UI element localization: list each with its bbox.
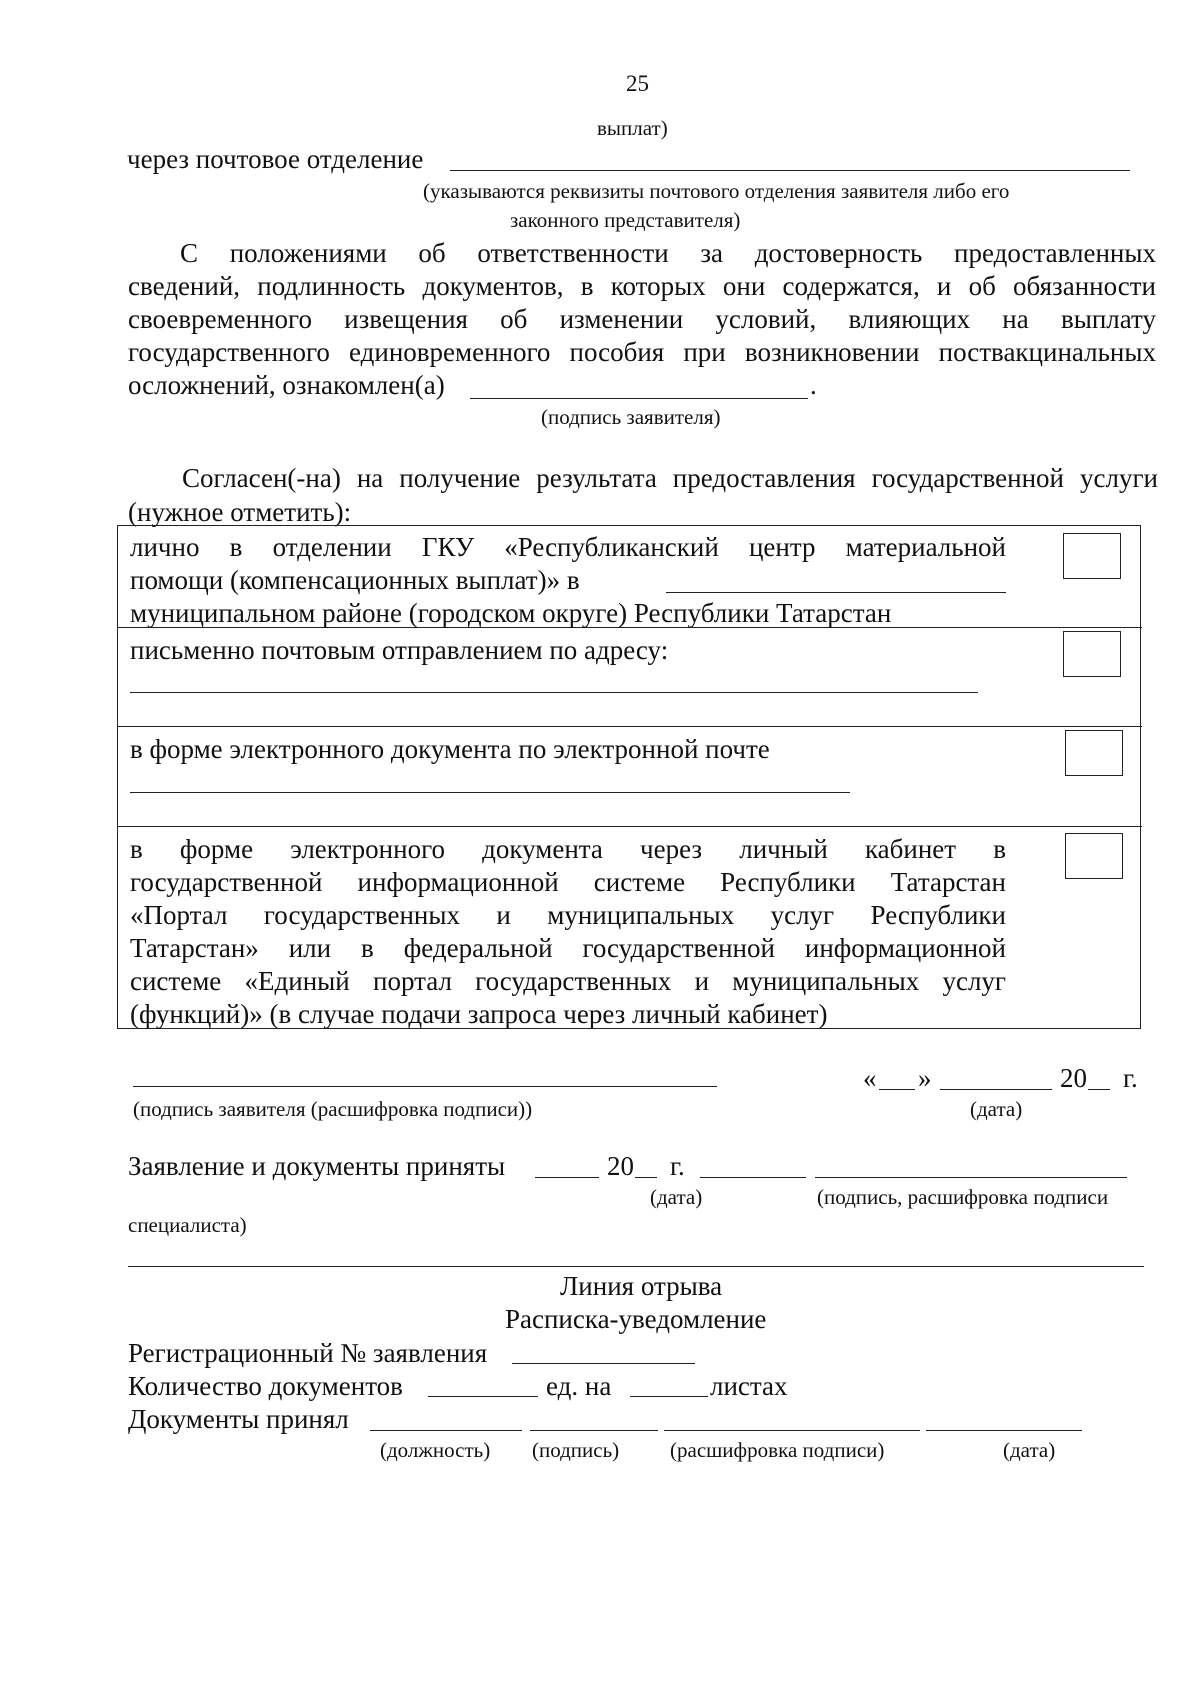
tear-line [128,1266,1144,1267]
receipt-sheets-field[interactable] [630,1396,708,1397]
applicant-day-field[interactable] [879,1089,915,1090]
responsibility-line-2: сведений, подлинность документов, в которых они содержатся, и об обязанности [128,271,1156,301]
option-cabinet-line-6: (функций)» (в случае подачи запроса через личный кабинет) [130,999,828,1029]
tear-line-label: Линия отрыва [560,1271,723,1301]
option-in-person-checkbox[interactable] [1063,533,1121,579]
receipt-docs-count-label: Количество документов [128,1371,403,1401]
option-by-email-checkbox[interactable] [1065,730,1123,776]
post-office-label: через почтовое отделение [127,144,424,174]
receipt-position-field[interactable] [370,1430,522,1431]
option-cabinet-checkbox[interactable] [1065,833,1123,879]
option-by-email-label: в форме электронного документа по электронной почте [130,734,770,764]
option-cabinet-line-4: Татарстан» или в федеральной государственной информационной [130,933,1006,963]
applicant-signature-hint: (подпись заявителя (расшифровка подписи)) [133,1097,533,1121]
accepted-signature-hint: (подпись, расшифровка подписи [817,1185,1109,1209]
receipt-signature-hint: (подпись) [532,1438,620,1462]
email-address-field[interactable] [130,792,850,793]
receipt-reg-number-field[interactable] [512,1363,695,1364]
option-cabinet-line-2: государственной информационной системе Республики Татарстан [130,867,1006,897]
date-close-quote: » [918,1063,932,1093]
receipt-date-hint: (дата) [1003,1438,1056,1462]
responsibility-last-line: осложнений, ознакомлен(а) [128,370,445,400]
option-by-mail-label: письменно почтовым отправлением по адресу: [130,635,669,665]
accepted-label: Заявление и документы приняты [128,1151,506,1181]
table-row-divider [117,826,1142,827]
consent-line-2: (нужное отметить): [128,497,352,527]
option-by-mail-checkbox[interactable] [1063,631,1121,677]
receipt-decoding-field[interactable] [664,1430,920,1431]
applicant-month-field[interactable] [940,1089,1052,1090]
option-in-person-line-2: помощи (компенсационных выплат)» в [130,565,580,595]
accepted-year-prefix: 20 [607,1151,634,1181]
post-office-field[interactable] [450,170,1130,171]
accepted-signature-field[interactable] [815,1177,1127,1178]
option-cabinet-line-3: «Портал государственных и муниципальных услуг Республики [130,900,1006,930]
consent-line-1: Согласен(-на) на получение результата предоставления государственной услуги [182,463,1158,493]
option-in-person-line-1: лично в отделении ГКУ «Республиканский центр материальной [130,532,1006,562]
receipt-reg-label: Регистрационный № заявления [128,1338,488,1368]
responsibility-line-4: государственного единовременного пособия при возникновении поствакцинальных [128,337,1156,367]
receipt-accepted-by-label: Документы принял [128,1404,349,1434]
receipt-sheets-label: листах [710,1371,788,1401]
receipt-units-label: ед. на [546,1371,612,1401]
option-cabinet-line-5: системе «Единый портал государственных и муниципальных услуг [130,966,1006,996]
accepted-year-suffix: г. [670,1151,685,1181]
applicant-year-field[interactable] [1088,1089,1110,1090]
receipt-date-field[interactable] [926,1430,1082,1431]
receipt-signature-field[interactable] [530,1430,658,1431]
post-office-hint-2: законного представителя) [510,208,741,232]
acknowledgement-signature-field[interactable] [470,398,808,399]
responsibility-line-3: своевременного извещения об изменении условий, влияющих на выплату [128,304,1156,334]
receipt-position-hint: (должность) [380,1438,491,1462]
mail-address-field[interactable] [130,692,978,693]
option-cabinet-line-1: в форме электронного документа через личный кабинет в [130,834,1006,864]
acknowledgement-signature-hint: (подпись заявителя) [541,405,721,429]
accepted-specialist: специалиста) [128,1213,247,1237]
top-fragment: выплат) [597,116,668,140]
applicant-date-hint: (дата) [970,1097,1023,1121]
receipt-title: Расписка-уведомление [505,1304,767,1334]
accepted-day-field[interactable] [535,1177,599,1178]
receipt-decoding-hint: (расшифровка подписи) [670,1438,885,1462]
date-open-quote: « [863,1063,877,1093]
applicant-year-suffix: г. [1123,1063,1138,1093]
district-field[interactable] [666,592,1006,593]
accepted-date-field[interactable] [700,1177,806,1178]
responsibility-period: . [810,370,817,400]
responsibility-line-1: С положениями об ответственности за достоверность предоставленных [180,238,1156,268]
table-row-divider [117,726,1142,727]
accepted-date-hint: (дата) [650,1185,703,1209]
post-office-hint-1: (указываются реквизиты почтового отделения заявителя либо его [423,179,1010,203]
applicant-year-prefix: 20 [1060,1063,1087,1093]
accepted-year-field[interactable] [635,1177,657,1178]
page-number: 25 [626,71,649,96]
option-in-person-line-3: муниципальном районе (городском округе) Республики Татарстан [130,598,892,628]
applicant-signature-field[interactable] [133,1086,717,1087]
receipt-docs-count-field[interactable] [428,1396,538,1397]
